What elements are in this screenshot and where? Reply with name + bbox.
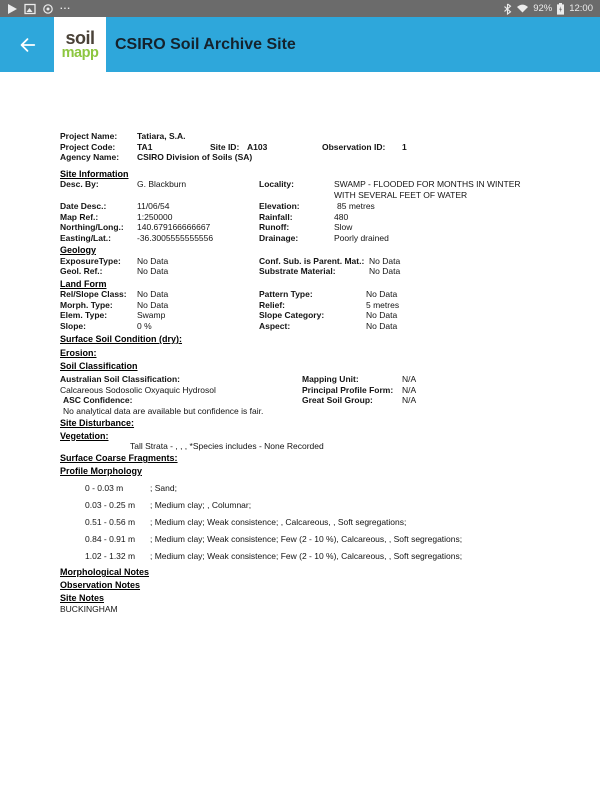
field-label: Elem. Type:: [60, 310, 108, 320]
section-heading-site-information: Site Information: [60, 168, 129, 179]
horizon-depth: 0.84 - 0.91 m: [85, 533, 136, 544]
field-label: Project Code:: [60, 141, 116, 152]
horizon-description: ; Sand;: [150, 482, 177, 493]
field-value: 85 metres: [337, 201, 375, 211]
field-label: Northing/Long.:: [60, 222, 124, 232]
field-label: Map Ref.:: [60, 211, 99, 222]
page-title: CSIRO Soil Archive Site: [115, 35, 296, 53]
field-label: ASC Confidence:: [63, 395, 133, 405]
field-value: 5 metres: [366, 299, 400, 310]
field-value: No Data: [137, 266, 169, 276]
field-label: Pattern Type:: [259, 289, 313, 299]
field-value: 1:250000: [137, 211, 173, 222]
table-row: [60, 222, 564, 233]
field-label: Elevation:: [259, 201, 300, 211]
section-heading-morphological-notes: Morphological Notes: [60, 567, 150, 577]
horizon-depth: 0.03 - 0.25 m: [85, 499, 136, 510]
section-heading-profile-morphology: Profile Morphology: [60, 465, 142, 476]
field-label: Slope Category:: [259, 310, 325, 320]
field-value: 11/06/54: [137, 201, 170, 211]
field-value: N/A: [402, 395, 417, 405]
field-value: No Data: [369, 266, 401, 276]
status-bar-notifications: [7, 3, 503, 15]
field-value: -36.3005555555556: [137, 232, 214, 243]
field-label: Principal Profile Form:: [302, 384, 394, 395]
eye-icon: [42, 3, 54, 15]
section-heading-land-form: Land Form: [60, 278, 107, 289]
field-label: Slope:: [60, 320, 86, 331]
horizon-depth: 0 - 0.03 m: [85, 482, 124, 493]
field-value: SWAMP - FLOODED FOR MONTHS IN WINTER: [334, 179, 521, 189]
horizon-depth: 0.51 - 0.56 m: [85, 516, 136, 527]
horizon-description: ; Medium clay; Weak consistence; , Calcareous, , Soft segregations;: [150, 516, 407, 527]
battery-percent: 92%: [533, 3, 553, 14]
agency-name-row: [60, 152, 564, 163]
section-heading-observation-notes: Observation Notes: [60, 580, 141, 590]
field-value: No Data: [369, 255, 401, 266]
field-label: Project Name:: [60, 131, 118, 141]
field-label: Mapping Unit:: [302, 374, 359, 384]
status-bar-system: [503, 3, 593, 15]
section-heading-soil-classification: Soil Classification: [60, 361, 138, 371]
horizon-row: [60, 500, 564, 511]
horizon-description: ; Medium clay; Weak consistence; Few (2 - 10 %), Calcareous, , Soft segregations;: [150, 550, 463, 561]
logo-mapp-text: mapp: [61, 44, 99, 61]
table-row: [60, 321, 564, 332]
field-value: N/A: [402, 374, 417, 384]
table-row: [60, 266, 564, 277]
project-code-row: [60, 142, 564, 153]
field-label: Geol. Ref.:: [60, 266, 103, 276]
app-header: [0, 17, 600, 72]
horizon-row: [60, 551, 564, 562]
play-icon: [7, 3, 18, 15]
field-value: 0 %: [137, 320, 152, 331]
table-row: [60, 212, 564, 223]
section-heading-erosion: Erosion:: [60, 347, 97, 358]
field-value: Poorly drained: [334, 232, 389, 243]
horizon-description: ; Medium clay; , Columnar;: [150, 499, 252, 510]
field-value: N/A: [402, 384, 417, 395]
field-value: No Data: [137, 299, 169, 310]
horizon-row: [60, 483, 564, 494]
horizon-row: [60, 534, 564, 545]
table-row: [60, 233, 564, 244]
field-label: Observation ID:: [322, 141, 386, 152]
field-value: No Data: [137, 255, 169, 266]
site-notes-value: BUCKINGHAM: [60, 603, 118, 614]
logo-soil-text: soil: [65, 27, 95, 48]
field-value: No Data: [137, 289, 169, 299]
section-heading-vegetation: Vegetation:: [60, 430, 109, 441]
field-label: Rainfall:: [259, 211, 293, 222]
horizon-depth: 1.02 - 1.32 m: [85, 550, 136, 561]
table-row: [60, 256, 564, 267]
table-row: [60, 179, 564, 200]
table-row: [302, 385, 564, 396]
section-heading-surface-coarse-fragments: Surface Coarse Fragments:: [60, 453, 178, 463]
field-value: Tatiara, S.A.: [137, 131, 186, 141]
field-label: Site ID:: [210, 141, 240, 152]
field-value: Swamp: [137, 310, 166, 320]
field-value: WITH SEVERAL FEET OF WATER: [334, 189, 468, 200]
field-label: Locality:: [259, 179, 294, 189]
table-row: [302, 395, 564, 406]
field-label: Relief:: [259, 299, 285, 310]
section-heading-site-disturbance: Site Disturbance:: [60, 418, 135, 428]
field-label: Aspect:: [259, 320, 291, 331]
vegetation-line: Tall Strata - , , , *Species includes - None Recorded: [130, 441, 324, 451]
horizon-description: ; Medium clay; Weak consistence; Few (2 - 10 %), Calcareous, , Soft segregations;: [150, 533, 463, 544]
table-row: [60, 300, 564, 311]
field-label: Morph. Type:: [60, 299, 113, 310]
field-value: 480: [334, 211, 349, 222]
back-button[interactable]: [0, 17, 54, 72]
field-value: No Data: [366, 289, 398, 299]
more-notifications-text: ...: [60, 1, 71, 12]
field-label: Runoff:: [259, 222, 290, 232]
field-label: Date Desc.:: [60, 201, 107, 211]
field-value: No analytical data are available but confidence is fair.: [63, 405, 264, 416]
battery-icon: [556, 3, 565, 15]
section-heading-geology: Geology: [60, 245, 97, 255]
field-label: Rel/Slope Class:: [60, 289, 127, 299]
field-value: Calcareous Sodosolic Oxyaquic Hydrosol: [60, 384, 216, 395]
field-label: Desc. By:: [60, 179, 99, 189]
soil-classification-right: [302, 374, 564, 416]
field-value: A103: [247, 141, 268, 152]
field-value: Slow: [334, 222, 353, 232]
status-bar: [0, 0, 600, 17]
field-label: Drainage:: [259, 232, 299, 243]
section-heading-surface-soil-condition: Surface Soil Condition (dry):: [60, 334, 183, 344]
field-label: Australian Soil Classification:: [60, 374, 180, 384]
field-label: Substrate Material:: [259, 266, 336, 276]
field-value: 140.679166666667: [137, 222, 211, 232]
field-value: G. Blackburn: [137, 179, 187, 189]
field-label: Conf. Sub. is Parent. Mat.:: [259, 255, 365, 266]
field-label: Agency Name:: [60, 152, 120, 162]
soil-classification-left: [60, 374, 302, 416]
section-heading-site-notes: Site Notes: [60, 593, 105, 603]
arrow-left-icon: [17, 35, 37, 55]
bluetooth-icon: [503, 3, 512, 15]
table-row: [60, 289, 564, 300]
horizon-row: [60, 517, 564, 528]
table-row: [60, 201, 564, 212]
field-value: 1: [402, 141, 407, 152]
table-row: [302, 374, 564, 385]
field-value: TA1: [137, 141, 153, 152]
screenshot-icon: [24, 3, 36, 15]
field-value: No Data: [366, 310, 398, 320]
table-row: [60, 310, 564, 321]
soil-classification-block: [60, 374, 564, 416]
field-value: No Data: [366, 320, 398, 331]
soilmapp-logo: [54, 17, 106, 72]
project-name-row: [60, 131, 564, 142]
document-scroll-area[interactable]: [0, 72, 600, 634]
clock-text: 12:00: [569, 3, 593, 14]
field-label: Great Soil Group:: [302, 395, 373, 405]
field-label: Easting/Lat.:: [60, 232, 112, 243]
field-value: CSIRO Division of Soils (SA): [137, 152, 253, 162]
field-label: ExposureType:: [60, 255, 121, 266]
wifi-icon: [516, 3, 529, 14]
